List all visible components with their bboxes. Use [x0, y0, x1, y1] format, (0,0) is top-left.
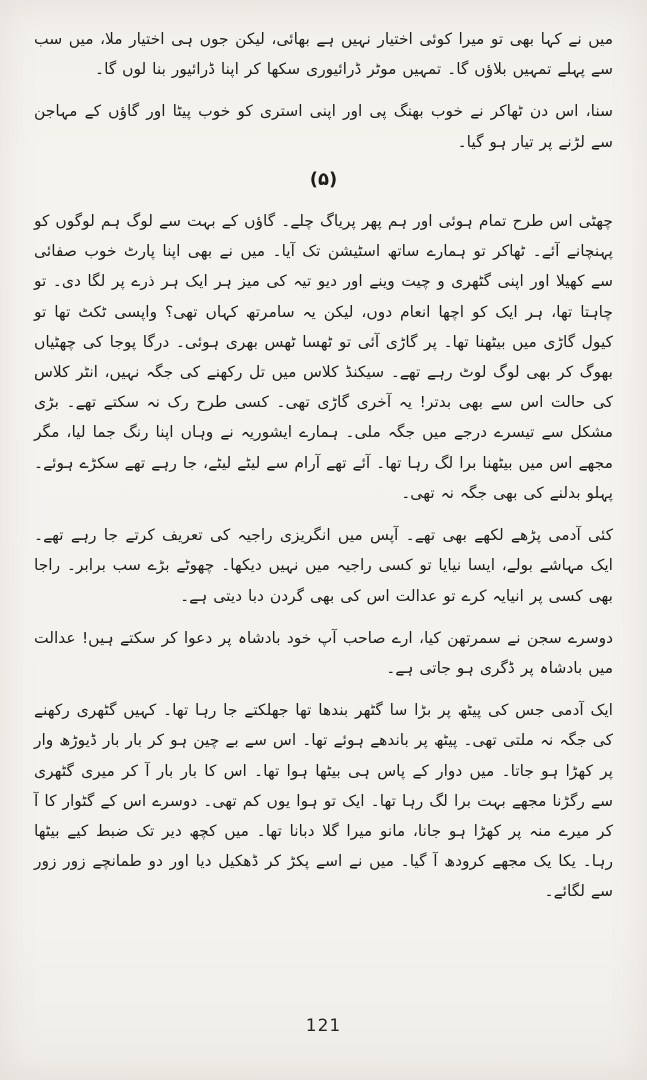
paragraph-2: سنا، اس دن ٹھاکر نے خوب بھنگ پی اور اپنی استری کو خوب پیٹا اور گاؤں کے مہاجن سے لڑنے پر تیار ہو گیا۔ — [34, 102, 613, 151]
page-number: 121 — [305, 1016, 342, 1036]
paragraph-4: کئی آدمی پڑھے لکھے بھی تھے۔ آپس میں انگریزی راجیہ کی تعریف کرتے جا رہے تھے۔ ایک مہاشے بولے، ایسا نیایا تو کسی راجیہ میں نہیں دیکھا۔ چھوٹے بڑے سب برابر۔ راجا بھی کسی پر انیایہ کرے تو عدالت اس کی بھی گردن دبا دیتی ہے۔ — [34, 526, 613, 605]
paragraph-3: چھٹی اس طرح تمام ہوئی اور ہم پھر پریاگ چلے۔ گاؤں کے بہت سے لوگ ہم لوگوں کو پہنچانے آئے۔ ٹھاکر تو ہمارے ساتھ اسٹیشن تک آیا۔ میں نے بھی اپنا پارٹ خوب صفائی سے کھیلا اور اپنی گٹھری و چیت وینے اور دیو تیہ کی میز ہر ایک ہر ذرے پر لگا دی۔ تو چاہتا تھا، ہر ایک کو اچھا انعام دوں، لیکن یہ سامرتھ کہاں تھی؟ واپسی ٹکٹ تھا تو کیول گاڑی میں بیٹھنا تھا۔ پر گاڑی آئی تو ٹھسا ٹھس بھری ہوئی۔ درگا پوجا کی چھٹیاں بھوگ کر بھی لوگ لوٹ رہے تھے۔ سیکنڈ کلاس میں تل رکھنے کی جگہ نہیں، انٹر کلاس کی حالت اس سے بھی بدتر! یہ آخری گاڑی تھی۔ کسی طرح رک نہ سکتے تھے۔ بڑی مشکل سے تیسرے درجے میں جگہ ملی۔ ہمارے ایشوریہ نے وہاں اپنا رنگ جما لیا، مگر مجھے اس میں بیٹھنا برا لگ رہا تھا۔ آئے تھے آرام سے لیٹے لیٹے، جا رہے تھے سکڑے ہوئے۔ پہلو بدلنے کی بھی جگہ نہ تھی۔ — [34, 211, 613, 502]
paragraph-6: ایک آدمی جس کی پیٹھ پر بڑا سا گٹھر بندھا تھا جھلکتے جا رہا تھا۔ کہیں گٹھری رکھنے کی جگہ نہ ملتی تھی۔ پیٹھ پر باندھے ہوئے تھا۔ اس سے بے چین ہو کر بار بار ڈیوڑھ وار پر کھڑا ہو جاتا۔ میں دوار کے پاس ہی بیٹھا ہوا تھا۔ اس کا بار بار آ کر میری گٹھری سے رگڑنا مجھے بہت برا لگ رہا تھا۔ ایک تو ہوا یوں کم تھی۔ دوسرے اس کے گٹوار کا آ کر میرے منہ پر کھڑا ہو جانا، مانو میرا گلا دبانا تھا۔ میں کچھ دیر تک ضبط کیے بیٹھا رہا۔ یکا یک مجھے کرودھ آ گیا۔ میں نے اسے پکڑ کر ڈھکیل دیا اور دو طمانچے زور زور سے لگائے۔ — [34, 701, 613, 901]
section-number: (۵) — [309, 168, 338, 190]
paragraph-5: دوسرے سجن نے سمرتھن کیا، ارے صاحب آپ خود بادشاہ پر دعوا کر سکتے ہیں! عدالت میں بادشاہ پر ڈگری ہو جاتی ہے۔ — [34, 628, 613, 677]
paragraph-1: میں نے کہا بھی تو میرا کوئی اختیار نہیں ہے بھائی، لیکن جوں ہی اختیار ملا، میں سب سے پہلے تمہیں بلاؤں گا۔ تمہیں موٹر ڈرائیوری سکھا کر اپنا ڈرائیور بنا لوں گا۔ — [34, 30, 613, 79]
page-text-block — [34, 24, 613, 907]
